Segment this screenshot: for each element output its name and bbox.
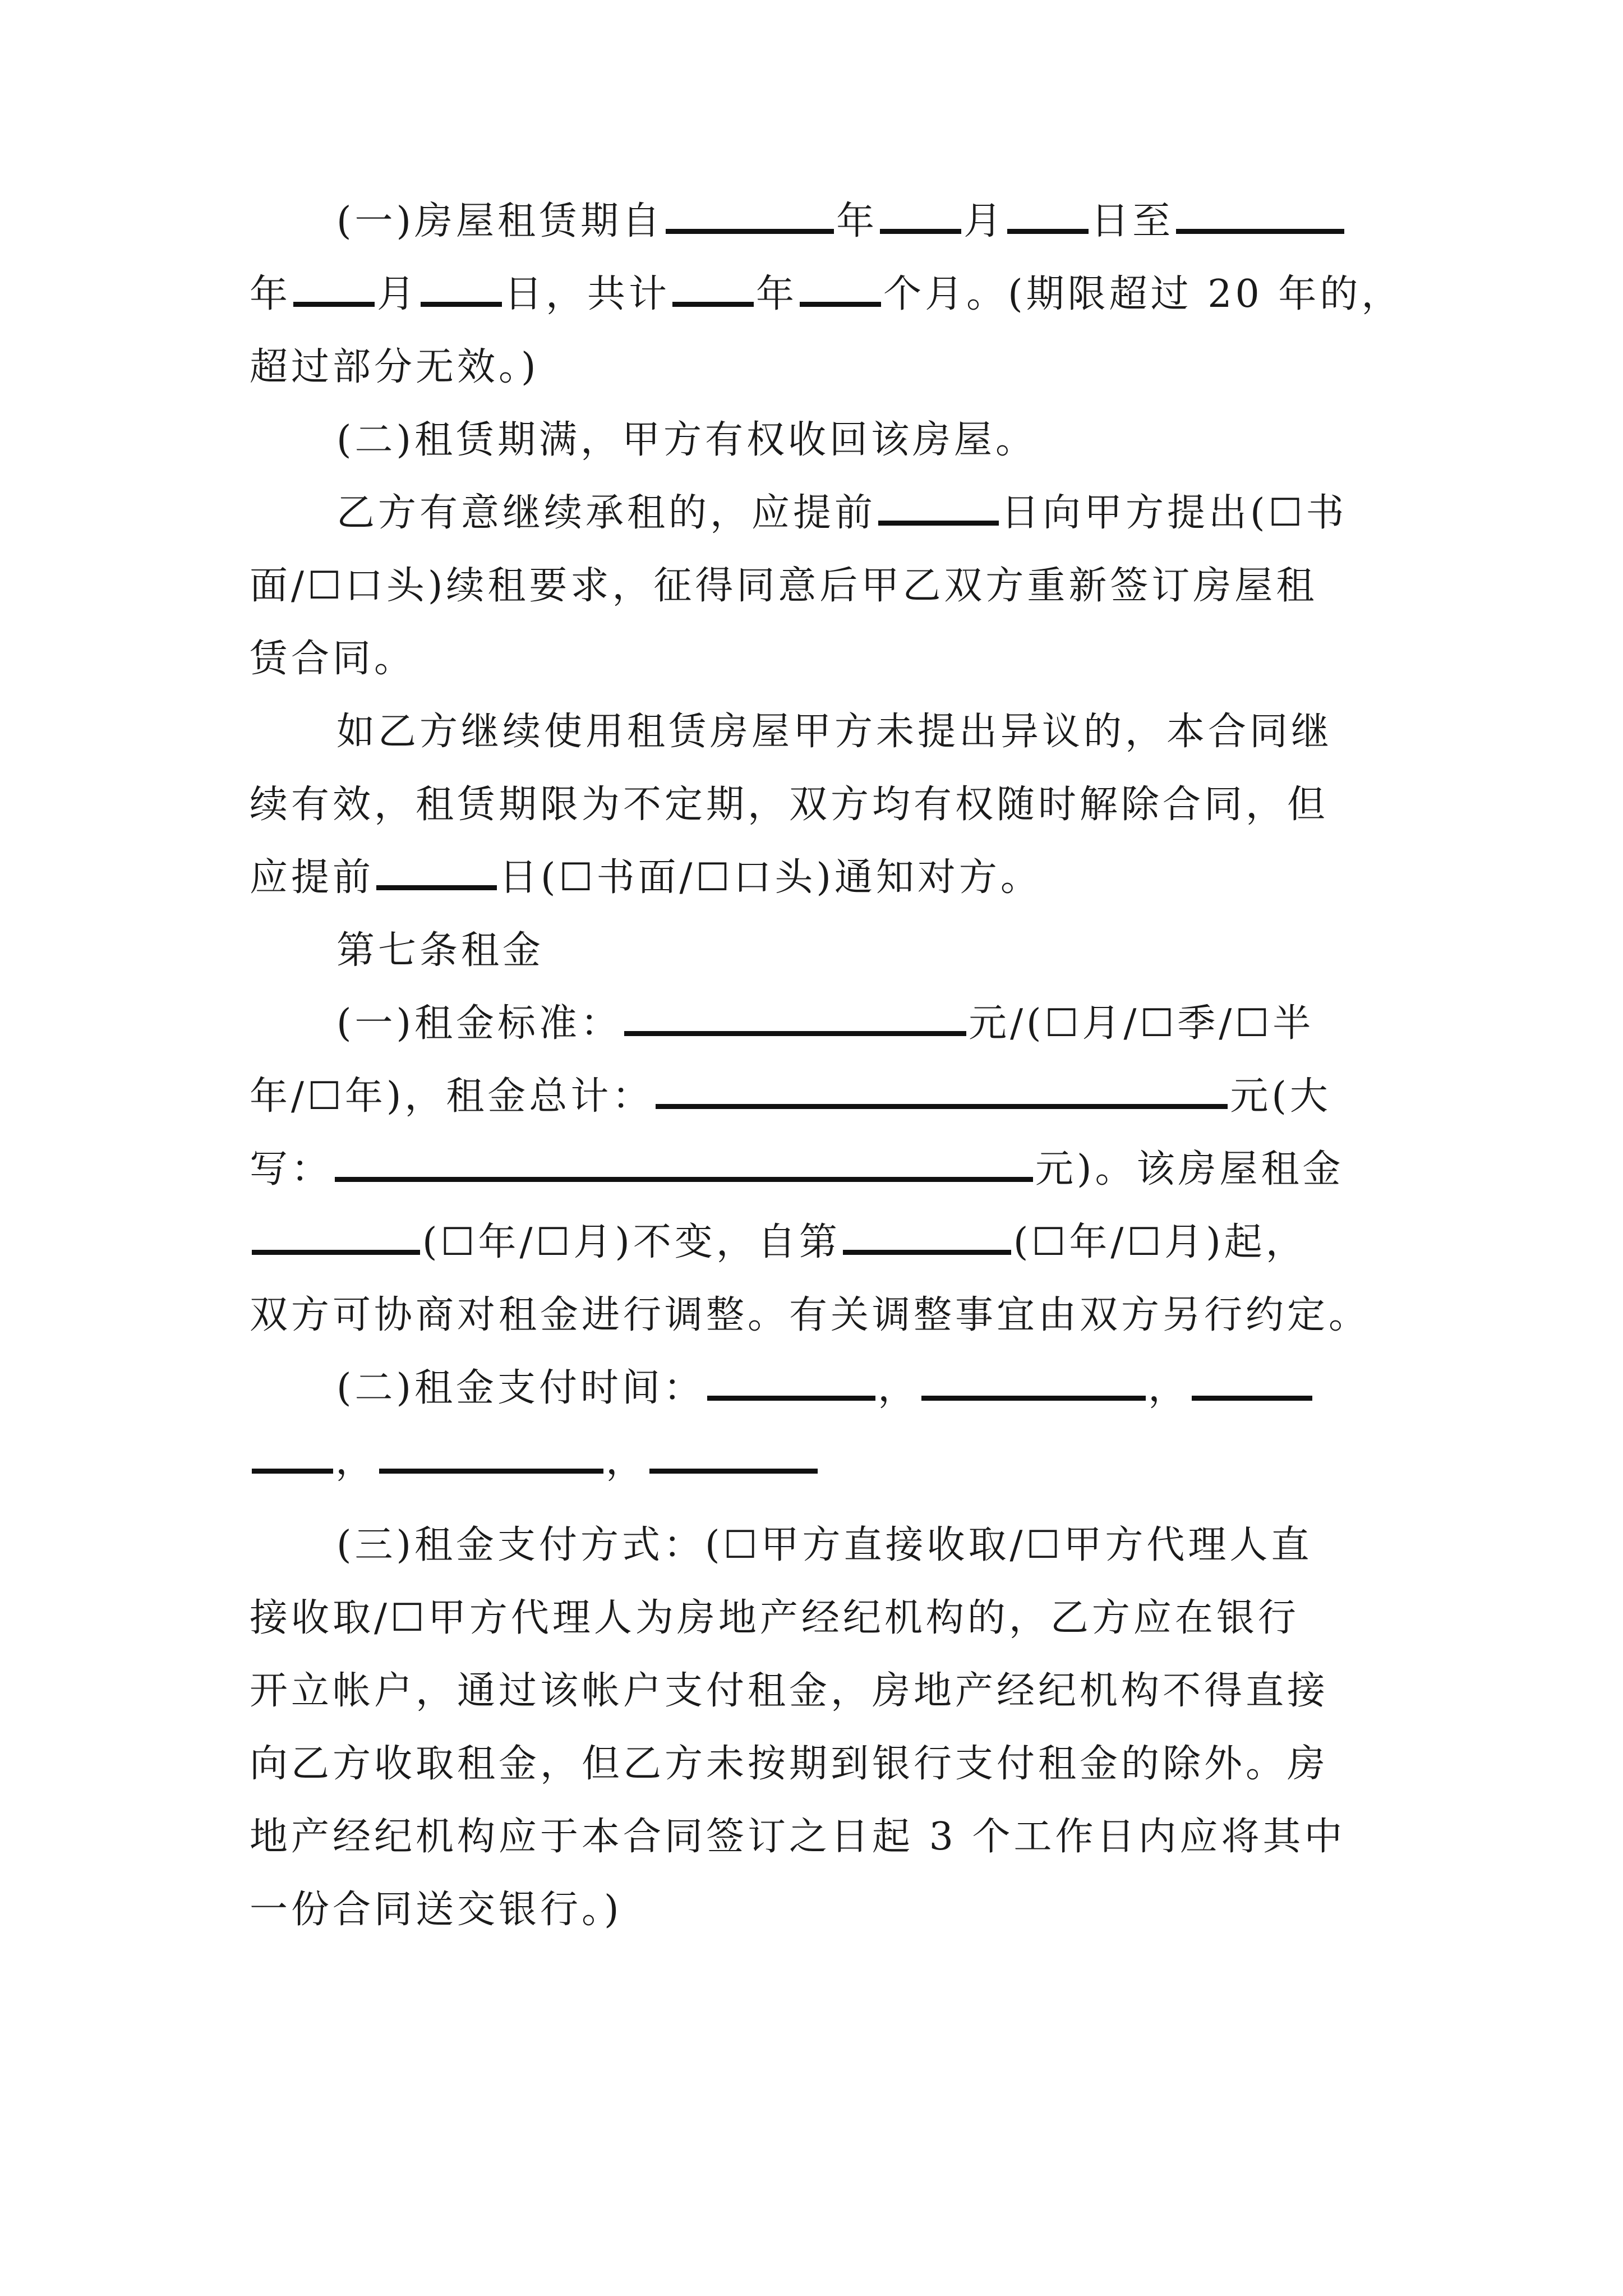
text-segment: 应提前 (250, 855, 375, 900)
paragraph-line (336, 1509, 1312, 1582)
rent-total-line (250, 1060, 1331, 1133)
text-segment: 年 (250, 272, 292, 316)
text-segment: 日向甲方提出(☐书 (1001, 491, 1348, 535)
text-segment: 乙方有意继续承租的，应提前 (336, 491, 877, 535)
end-year-blank[interactable] (1176, 194, 1344, 234)
end-month-blank[interactable] (293, 267, 375, 307)
text-segment: 日(☐书面/☐口头)通知对方。 (499, 855, 1042, 900)
payment-time-blank-3-cont[interactable] (252, 1434, 333, 1474)
renewal-notice-line (336, 477, 1348, 550)
text-segment: 元(大 (1230, 1074, 1331, 1119)
text-segment: 元)。该房屋租金 (1035, 1147, 1344, 1191)
text-segment: ， (606, 1439, 648, 1483)
year-blank[interactable] (666, 194, 834, 234)
notice-days-blank[interactable] (376, 850, 497, 890)
text-segment: 年/☐年)，租金总计： (250, 1074, 654, 1119)
total-months-blank[interactable] (800, 267, 881, 307)
text-segment: 年 (836, 199, 878, 243)
paragraph-line (250, 550, 1317, 623)
section-heading (336, 914, 544, 987)
renewal-days-blank[interactable] (878, 486, 999, 526)
rent-total-words-line (250, 1133, 1344, 1206)
lease-term-line-2 (250, 258, 1403, 331)
rent-adjust-line (250, 1206, 1307, 1279)
end-day-blank[interactable] (421, 267, 502, 307)
lease-term-line-1 (336, 185, 1347, 258)
text-segment: 地产经纪机构应于本合同签订之日起 3 个工作日内应将其中 (250, 1815, 1346, 1859)
text-segment: ， (1148, 1366, 1190, 1410)
paragraph-line (250, 1728, 1329, 1801)
paragraph-line (250, 623, 416, 696)
text-segment: 超过部分无效。) (250, 345, 540, 389)
text-segment: 双方可协商对租金进行调整。有关调整事宜由双方另行约定。 (250, 1293, 1371, 1337)
text-segment: 元/(☐月/☐季/☐半 (969, 1001, 1315, 1046)
payment-time-blank-4[interactable] (379, 1434, 603, 1474)
rent-adjust-start-blank[interactable] (843, 1215, 1011, 1255)
text-segment: 日至 (1091, 199, 1174, 243)
text-segment: 接收取/☐甲方代理人为房地产经纪机构的，乙方应在银行 (250, 1596, 1299, 1640)
month-blank[interactable] (880, 194, 961, 234)
text-segment: 如乙方继续使用租赁房屋甲方未提出异议的，本合同继 (336, 710, 1333, 754)
paragraph-line (250, 1655, 1329, 1728)
paragraph-line (250, 769, 1329, 841)
text-segment: 向乙方收取租金，但乙方未按期到银行支付租金的除外。房 (250, 1742, 1329, 1786)
text-segment: (二)租金支付时间： (336, 1366, 706, 1410)
text-segment: 第七条租金 (336, 928, 545, 973)
text-segment: (一)租金标准： (336, 1001, 623, 1046)
text-segment: ， (335, 1439, 377, 1483)
paragraph-line (250, 1582, 1299, 1655)
text-segment: 赁合同。 (250, 637, 416, 681)
text-segment: 开立帐户，通过该帐户支付租金，房地产经纪机构不得直接 (250, 1669, 1329, 1713)
rent-fixed-period-blank[interactable] (252, 1215, 420, 1255)
payment-time-blank-1[interactable] (707, 1361, 875, 1401)
text-segment: 写： (250, 1147, 333, 1191)
text-segment: 月 (963, 199, 1006, 243)
text-segment: (一)房屋租赁期自 (336, 199, 664, 243)
payment-time-line-2 (250, 1425, 820, 1498)
paragraph-line (250, 331, 540, 404)
rent-total-blank[interactable] (656, 1069, 1228, 1109)
text-segment: (☐年/☐月)不变，自第 (422, 1220, 841, 1264)
payment-time-blank-5[interactable] (649, 1434, 818, 1474)
rent-standard-line (336, 987, 1314, 1060)
text-segment: 一份合同送交银行。) (250, 1888, 623, 1932)
day-blank[interactable] (1007, 194, 1089, 234)
paragraph-line (250, 1279, 1370, 1352)
text-segment: 月 (377, 272, 419, 316)
text-segment: 日，共计 (504, 272, 671, 316)
text-segment: 面/☐口头)续租要求，征得同意后甲乙双方重新签订房屋租 (250, 564, 1318, 608)
text-segment: (二)租赁期满，甲方有权收回该房屋。 (336, 418, 1038, 462)
text-segment: (三)租金支付方式：(☐甲方直接收取/☐甲方代理人直 (336, 1523, 1313, 1567)
total-years-blank[interactable] (672, 267, 754, 307)
rent-total-words-blank[interactable] (335, 1142, 1033, 1182)
paragraph-line (336, 404, 1037, 477)
paragraph-line (336, 696, 1332, 769)
text-segment: 个月。(期限超过 20 年的， (883, 272, 1403, 316)
paragraph-line (250, 1874, 623, 1947)
text-segment: 年 (756, 272, 798, 316)
payment-time-line (336, 1352, 1315, 1425)
termination-notice-line (250, 841, 1042, 914)
text-segment: ， (878, 1366, 920, 1410)
payment-time-blank-3[interactable] (1192, 1361, 1312, 1401)
paragraph-line (250, 1801, 1346, 1874)
rent-standard-blank[interactable] (624, 996, 966, 1036)
text-segment: 续有效，租赁期限为不定期，双方均有权随时解除合同，但 (250, 783, 1329, 827)
payment-time-blank-2[interactable] (921, 1361, 1146, 1401)
text-segment: (☐年/☐月)起， (1013, 1220, 1307, 1264)
